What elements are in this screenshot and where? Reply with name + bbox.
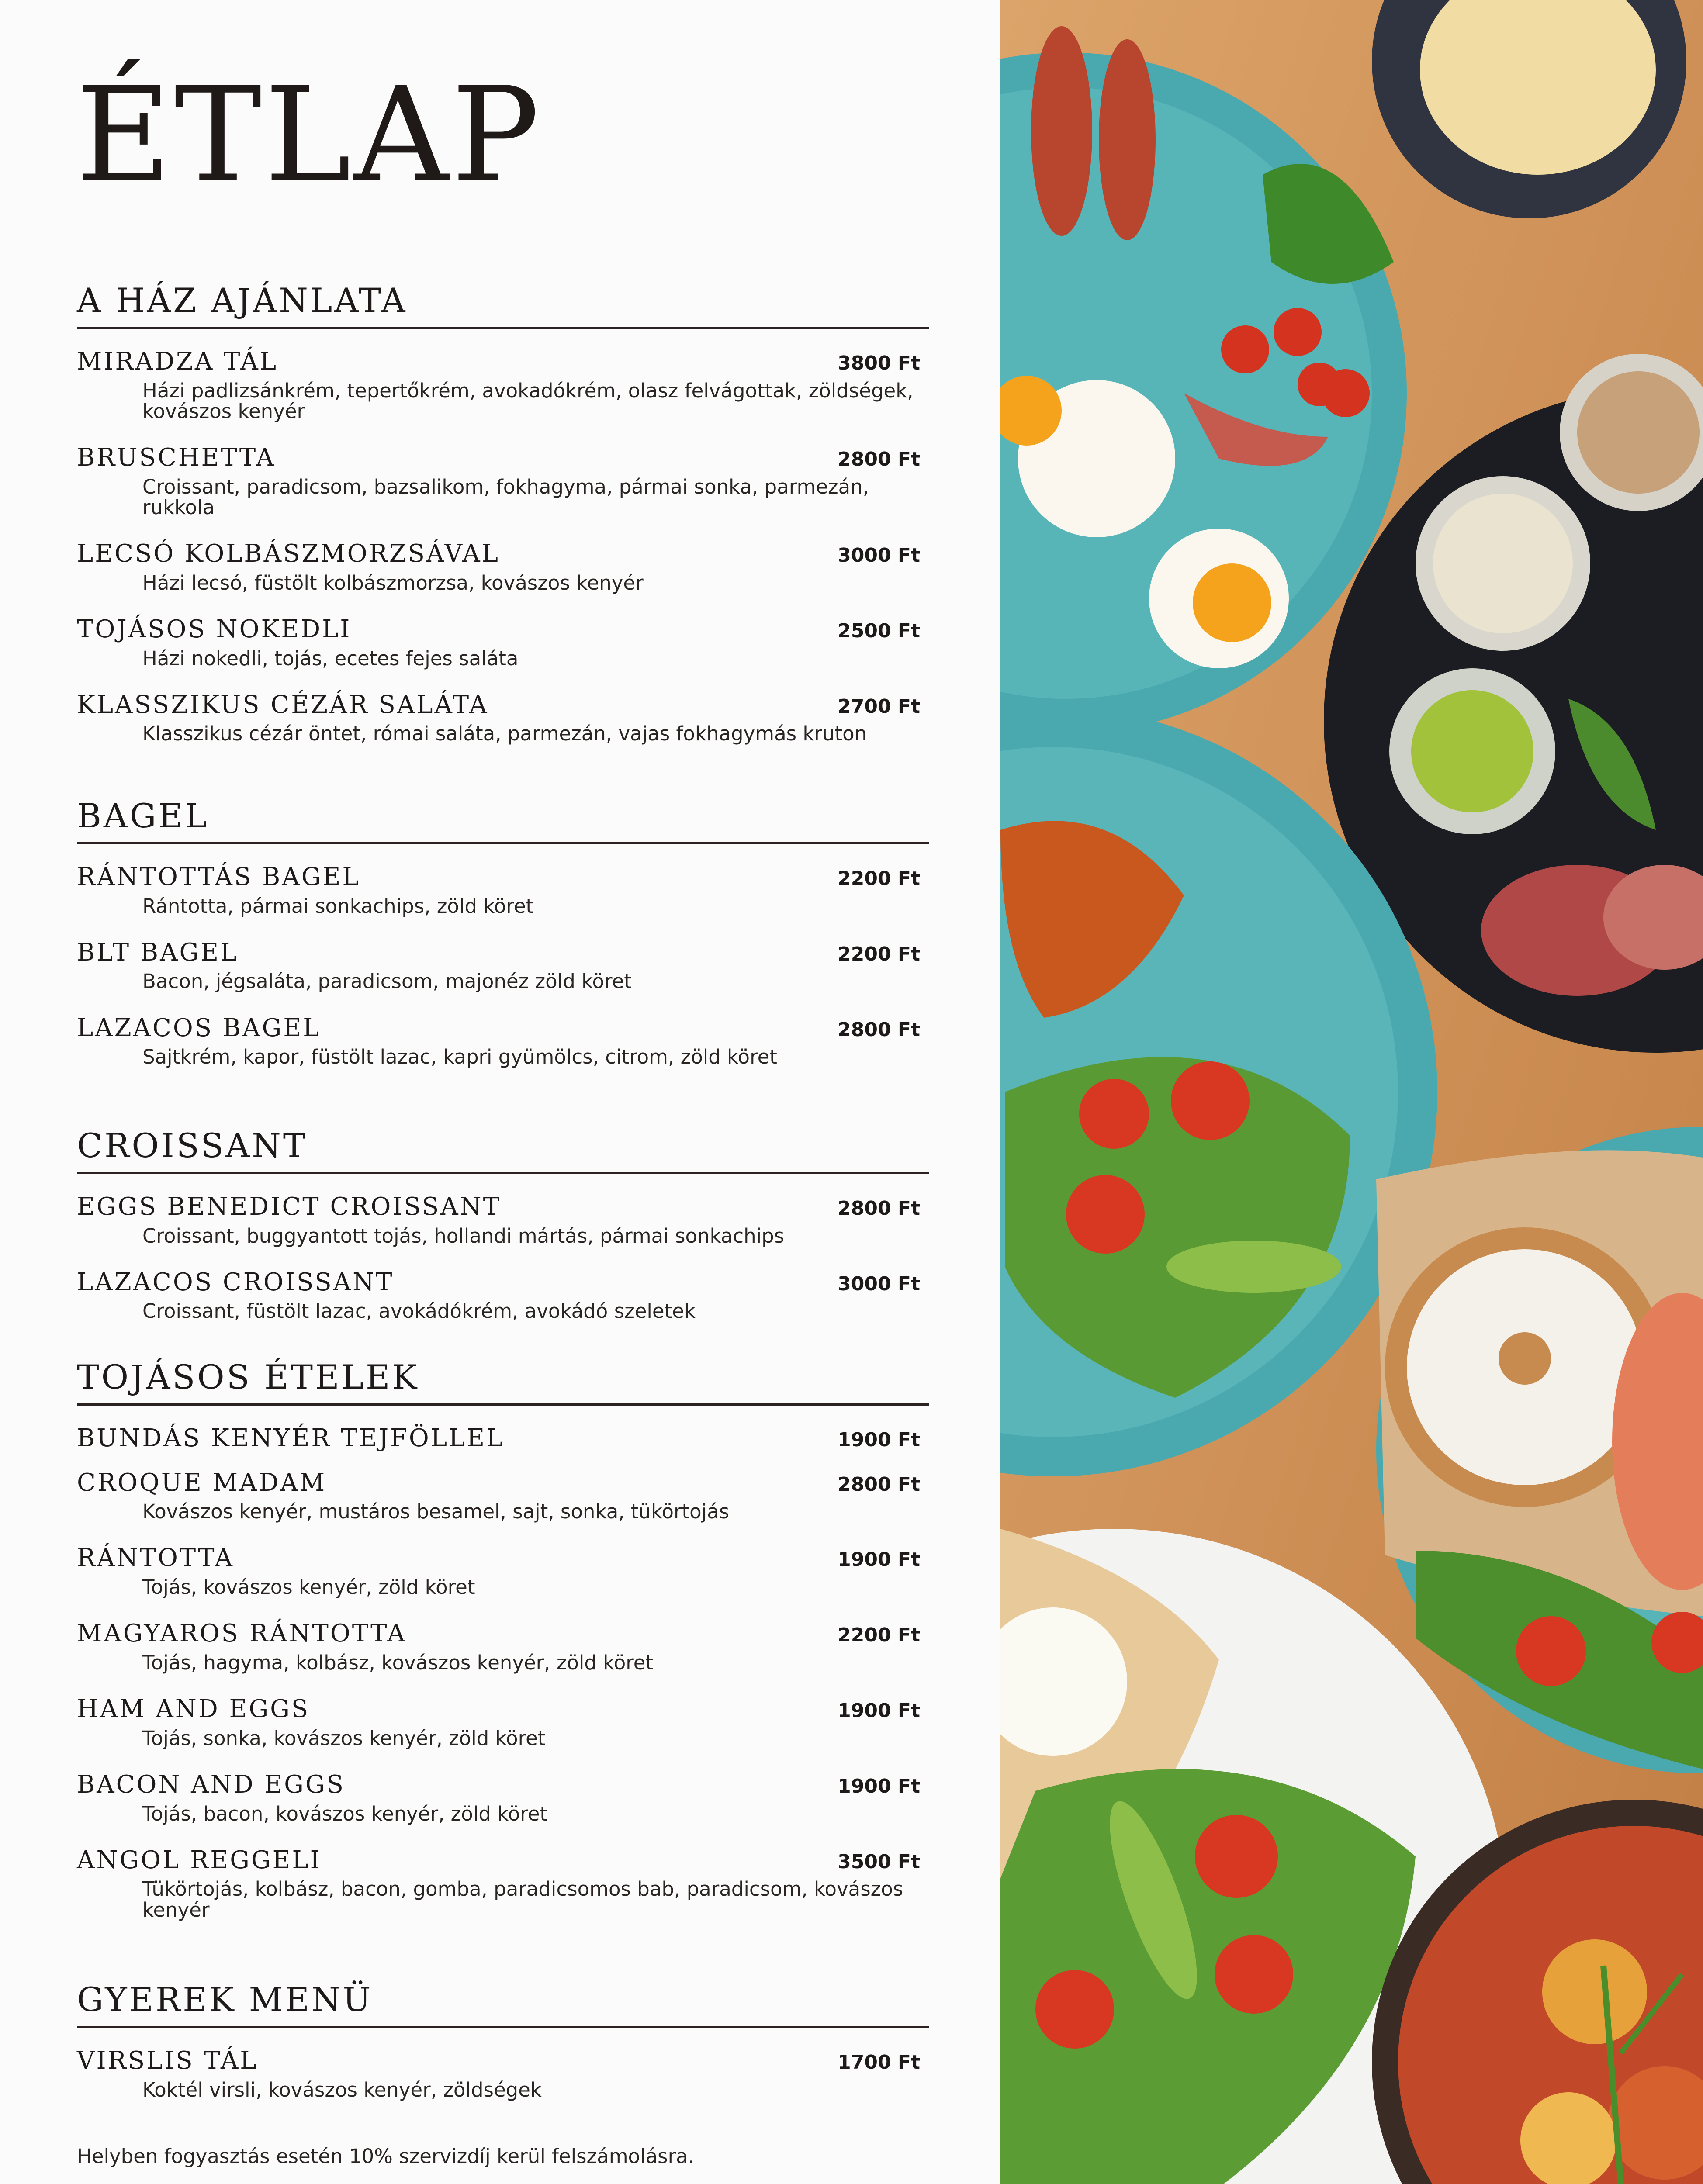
service-fee-note: Helyben fogyasztás esetén 10% szervizdíj kerül felszámolásra. xyxy=(77,2145,694,2168)
item-description: Croissant, füstölt lazac, avokádókrém, avokádó szeletek xyxy=(142,1299,696,1323)
item-price: 3000 Ft xyxy=(838,1272,920,1295)
item-price: 2800 Ft xyxy=(838,1018,920,1041)
item-price: 3500 Ft xyxy=(838,1850,920,1873)
item-description: Tojás, kovászos kenyér, zöld köret xyxy=(142,1576,475,1599)
item-price: 2200 Ft xyxy=(838,867,920,890)
menu-item xyxy=(77,1193,929,1246)
item-description: Tojás, hagyma, kolbász, kovászos kenyér, zöld köret xyxy=(142,1651,654,1674)
item-price: 2200 Ft xyxy=(838,943,920,965)
item-name: BLT BAGEL xyxy=(77,938,239,967)
page-title: ÉTLAP xyxy=(76,59,542,211)
item-name: LECSÓ KOLBÁSZMORZSÁVAL xyxy=(77,539,500,568)
section-heading: GYEREK MENÜ xyxy=(77,1983,929,2028)
item-price: 1900 Ft xyxy=(838,1429,920,1451)
item-description: Croissant, paradicsom, bazsalikom, fokhagyma, pármai sonka, parmezán, rukkola xyxy=(142,475,869,519)
menu-item xyxy=(77,1771,929,1824)
item-name: BUNDÁS KENYÉR TEJFÖLLEL xyxy=(77,1424,505,1452)
item-description: Rántotta, pármai sonkachips, zöld köret xyxy=(142,894,534,918)
section-heading: A HÁZ AJÁNLATA xyxy=(77,284,929,329)
item-description: Tojás, bacon, kovászos kenyér, zöld köret xyxy=(142,1802,548,1825)
menu-item xyxy=(77,1015,929,1068)
food-photo xyxy=(1000,0,1703,2184)
menu-item xyxy=(77,864,929,916)
item-name: EGGS BENEDICT CROISSANT xyxy=(77,1192,502,1221)
menu-item xyxy=(77,691,929,744)
item-name: BRUSCHETTA xyxy=(77,443,276,472)
item-name: MAGYAROS RÁNTOTTA xyxy=(77,1619,407,1648)
item-price: 2800 Ft xyxy=(838,1473,920,1496)
item-name: ANGOL REGGELI xyxy=(77,1845,322,1874)
item-price: 3800 Ft xyxy=(838,352,920,374)
menu-item xyxy=(77,540,929,593)
item-description: Kovászos kenyér, mustáros besamel, sajt, sonka, tükörtojás xyxy=(142,1500,730,1524)
item-price: 1900 Ft xyxy=(838,1548,920,1571)
menu-item xyxy=(77,444,929,518)
item-name: KLASSZIKUS CÉZÁR SALÁTA xyxy=(77,690,489,719)
item-description: Bacon, jégsaláta, paradicsom, majonéz zöld köret xyxy=(142,970,632,993)
menu-item xyxy=(77,1847,929,1920)
item-price: 1900 Ft xyxy=(838,1775,920,1797)
item-name: LAZACOS BAGEL xyxy=(77,1013,321,1042)
item-price: 2200 Ft xyxy=(838,1624,920,1647)
item-name: TOJÁSOS NOKEDLI xyxy=(77,615,352,644)
menu-section xyxy=(77,796,929,1090)
item-price: 2800 Ft xyxy=(838,1197,920,1220)
menu-section xyxy=(77,1980,929,2123)
item-name: RÁNTOTTÁS BAGEL xyxy=(77,863,360,891)
item-name: BACON AND EGGS xyxy=(77,1770,346,1799)
item-price: 1900 Ft xyxy=(838,1700,920,1722)
item-description: Koktél virsli, kovászos kenyér, zöldségek xyxy=(142,2078,542,2101)
menu-item xyxy=(77,2047,929,2100)
item-description: Házi padlizsánkrém, tepertőkrém, avokadókrém, olasz felvágottak, zöldségek, kovászos kenyér xyxy=(142,379,914,423)
item-name: RÁNTOTTA xyxy=(77,1544,234,1572)
menu-item xyxy=(77,939,929,992)
item-description: Tojás, sonka, kovászos kenyér, zöld köret xyxy=(142,1726,546,1750)
item-name: MIRADZA TÁL xyxy=(77,347,278,376)
item-description: Croissant, buggyantott tojás, hollandi mártás, pármai sonkachips xyxy=(142,1224,785,1248)
item-description: Sajtkrém, kapor, füstölt lazac, kapri gyümölcs, citrom, zöld köret xyxy=(142,1045,777,1069)
menu-item xyxy=(77,1620,929,1673)
item-description: Tükörtojás, kolbász, bacon, gomba, paradicsomos bab, paradicsom, kovászos kenyér xyxy=(142,1877,903,1921)
menu-item xyxy=(77,616,929,669)
item-description: Házi lecsó, füstölt kolbászmorzsa, kovászos kenyér xyxy=(142,571,644,594)
menu-item xyxy=(77,1269,929,1322)
section-heading: CROISSANT xyxy=(77,1129,929,1174)
item-price: 1700 Ft xyxy=(838,2051,920,2073)
menu-item xyxy=(77,1469,929,1522)
menu-section xyxy=(77,281,929,767)
item-name: HAM AND EGGS xyxy=(77,1695,310,1724)
item-name: VIRSLIS TÁL xyxy=(77,2046,258,2075)
item-price: 3000 Ft xyxy=(838,544,920,567)
item-price: 2700 Ft xyxy=(838,695,920,718)
item-name: LAZACOS CROISSANT xyxy=(77,1268,394,1296)
item-description: Házi nokedli, tojás, ecetes fejes saláta xyxy=(142,646,519,670)
item-price: 2800 Ft xyxy=(838,448,920,471)
menu-item xyxy=(77,1545,929,1597)
food-photo-illustration xyxy=(1000,0,1703,2184)
menu-section xyxy=(77,1126,929,1344)
menu-section xyxy=(77,1358,929,1943)
section-heading: BAGEL xyxy=(77,799,929,844)
menu-item xyxy=(77,1425,929,1452)
menu-item xyxy=(77,1696,929,1749)
item-description: Klasszikus cézár öntet, római saláta, parmezán, vajas fokhagymás kruton xyxy=(142,722,867,746)
item-name: CROQUE MADAM xyxy=(77,1468,327,1497)
section-heading: TOJÁSOS ÉTELEK xyxy=(77,1361,929,1406)
menu-item xyxy=(77,348,929,422)
item-price: 2500 Ft xyxy=(838,620,920,643)
